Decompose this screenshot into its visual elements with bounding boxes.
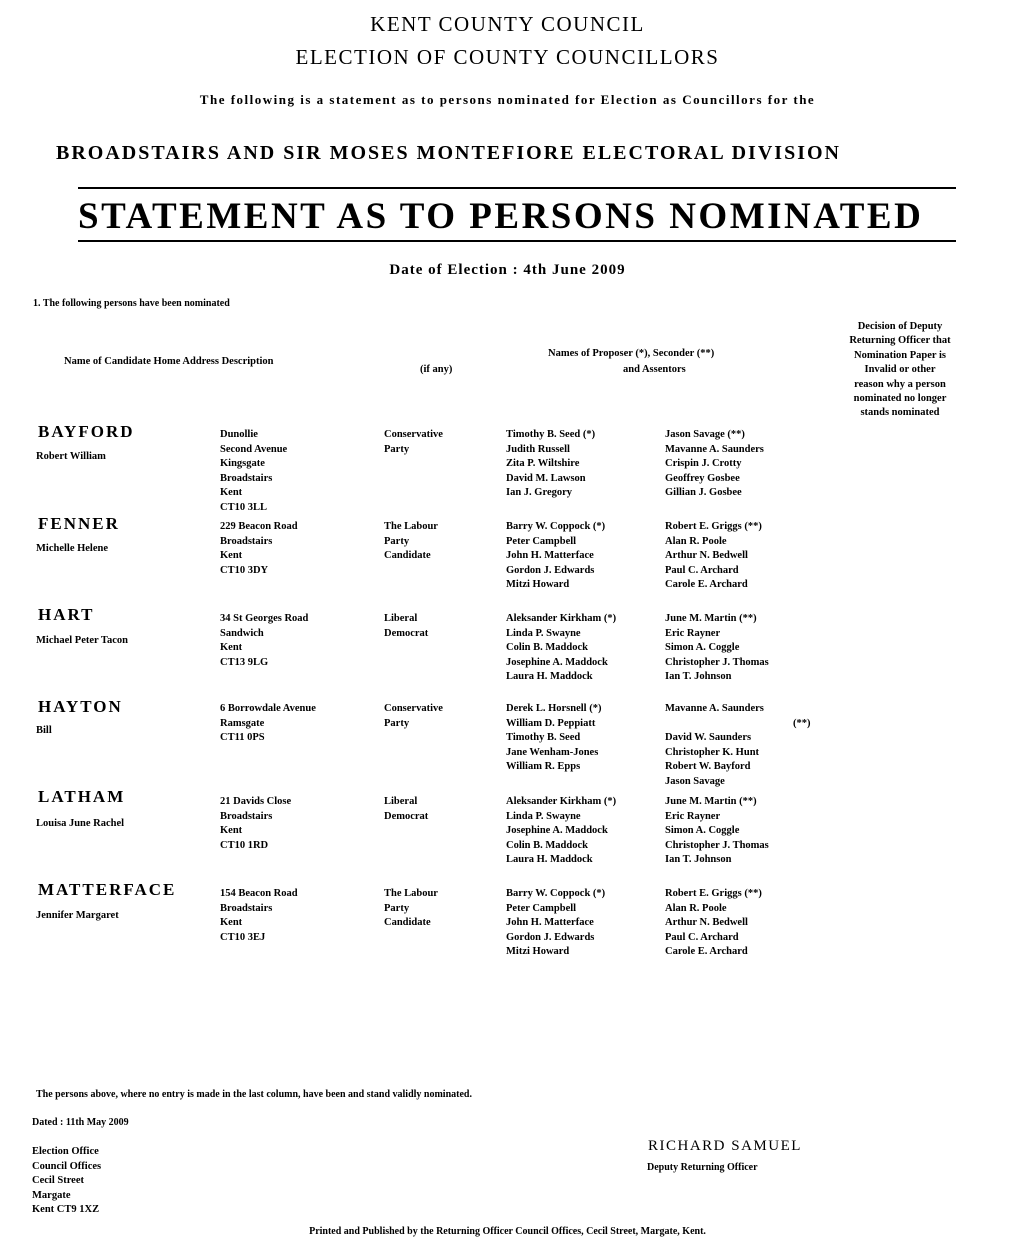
assentors-left: Barry W. Coppock (*) Peter Campbell John H. Matterface Gordon J. Edwards Mitzi Howard bbox=[506, 521, 606, 591]
division-name: BROADSTAIRS AND SIR MOSES MONTEFIORE ELECTORAL DIVISION bbox=[56, 142, 841, 164]
candidate-description: The Labour Party Candidate bbox=[384, 521, 438, 562]
officer-name: RICHARD SAMUEL bbox=[648, 1138, 802, 1154]
council-title: KENT COUNTY COUNCIL bbox=[370, 12, 645, 36]
assentors-left: Barry W. Coppock (*) Peter Campbell John H. Matterface Gordon J. Edwards Mitzi Howard bbox=[506, 888, 606, 958]
election-title: ELECTION OF COUNTY COUNCILLORS bbox=[295, 45, 720, 69]
nominated-intro: 1. The following persons have been nominated bbox=[33, 298, 230, 309]
assentors-left: Timothy B. Seed (*) Judith Russell Zita P. Wiltshire David M. Lawson Ian J. Gregory bbox=[506, 429, 596, 499]
candidate-description: Conservative Party bbox=[384, 429, 443, 455]
assentors-left: Aleksander Kirkham (*) Linda P. Swayne Colin B. Maddock Josephine A. Maddock Laura H. Maddock bbox=[506, 613, 617, 683]
candidate-address: 34 St Georges Road Sandwich Kent CT13 9LG bbox=[220, 613, 309, 668]
candidate-forenames: Robert William bbox=[36, 451, 106, 462]
column-header-decision: Decision of Deputy Returning Officer that Nomination Paper is Invalid or other reason why a person nominated no longer stands nominated bbox=[849, 321, 951, 419]
candidate-address: 21 Davids Close Broadstairs Kent CT10 1RD bbox=[220, 796, 292, 851]
top-rule bbox=[78, 187, 956, 189]
assentors-left: Derek L. Horsnell (*) William D. Peppiatt Timothy B. Seed Jane Wenham-Jones William R. Epps bbox=[506, 703, 602, 773]
bottom-rule bbox=[78, 240, 956, 242]
assentors-right: Jason Savage (**) Mavanne A. Saunders Crispin J. Crotty Geoffrey Gosbee Gillian J. Gosbee bbox=[665, 429, 764, 499]
candidate-surname: BAYFORD bbox=[38, 422, 135, 441]
candidate-address: Dunollie Second Avenue Kingsgate Broadstairs Kent CT10 3LL bbox=[220, 429, 288, 513]
candidate-forenames: Louisa June Rachel bbox=[36, 818, 125, 829]
candidate-forenames: Jennifer Margaret bbox=[36, 910, 119, 921]
candidate-description: Conservative Party bbox=[384, 703, 443, 729]
assentors-right: Robert E. Griggs (**) Alan R. Poole Arthur N. Bedwell Paul C. Archard Carole E. Archard bbox=[665, 888, 762, 958]
candidate-description: Liberal Democrat bbox=[384, 796, 429, 822]
column-header-candidate: Name of Candidate Home Address Description bbox=[64, 356, 274, 367]
officer-title: Deputy Returning Officer bbox=[647, 1162, 758, 1173]
dated-line: Dated : 11th May 2009 bbox=[32, 1117, 129, 1128]
election-date: Date of Election : 4th June 2009 bbox=[389, 262, 626, 278]
intro-text: The following is a statement as to persons nominated for Election as Councillors for the bbox=[199, 92, 816, 107]
column-header-if-any: (if any) bbox=[420, 364, 453, 375]
candidate-surname: LATHAM bbox=[38, 787, 126, 806]
office-address: Election Office Council Offices Cecil Street Margate Kent CT9 1XZ bbox=[32, 1146, 102, 1216]
candidate-surname: HART bbox=[38, 605, 95, 624]
candidate-surname: MATTERFACE bbox=[38, 880, 177, 899]
candidate-surname: HAYTON bbox=[38, 697, 123, 716]
column-header-proposers: Names of Proposer (*), Seconder (**) bbox=[548, 348, 715, 359]
assentors-right: Robert E. Griggs (**) Alan R. Poole Arthur N. Bedwell Paul C. Archard Carole E. Archard bbox=[665, 521, 762, 591]
candidate-forenames: Michael Peter Tacon bbox=[36, 635, 128, 646]
candidate-address: 154 Beacon Road Broadstairs Kent CT10 3EJ bbox=[220, 888, 298, 943]
column-header-assentors: and Assentors bbox=[623, 364, 686, 375]
candidate-forenames: Bill bbox=[36, 725, 52, 736]
candidate-description: The Labour Party Candidate bbox=[384, 888, 438, 929]
candidate-address: 229 Beacon Road Broadstairs Kent CT10 3DY bbox=[220, 521, 298, 576]
validity-statement: The persons above, where no entry is made in the last column, have been and stand validly nominated. bbox=[36, 1089, 472, 1100]
candidate-forenames: Michelle Helene bbox=[36, 543, 109, 554]
candidate-description: Liberal Democrat bbox=[384, 613, 429, 639]
assentors-right: Mavanne A. Saunders (**) David W. Saunders Christopher K. Hunt Robert W. Bayford Jason Savage bbox=[665, 703, 811, 787]
printed-by: Printed and Published by the Returning Officer Council Offices, Cecil Street, Margate, Kent. bbox=[309, 1226, 706, 1237]
assentors-right: June M. Martin (**) Eric Rayner Simon A. Coggle Christopher J. Thomas Ian T. Johnson bbox=[665, 796, 769, 866]
candidate-surname: FENNER bbox=[38, 514, 120, 533]
statement-heading: STATEMENT AS TO PERSONS NOMINATED bbox=[78, 196, 924, 237]
assentors-left: Aleksander Kirkham (*) Linda P. Swayne Josephine A. Maddock Colin B. Maddock Laura H. Maddock bbox=[506, 796, 617, 866]
candidate-address: 6 Borrowdale Avenue Ramsgate CT11 0PS bbox=[220, 703, 316, 744]
assentors-right: June M. Martin (**) Eric Rayner Simon A. Coggle Christopher J. Thomas Ian T. Johnson bbox=[665, 613, 769, 683]
